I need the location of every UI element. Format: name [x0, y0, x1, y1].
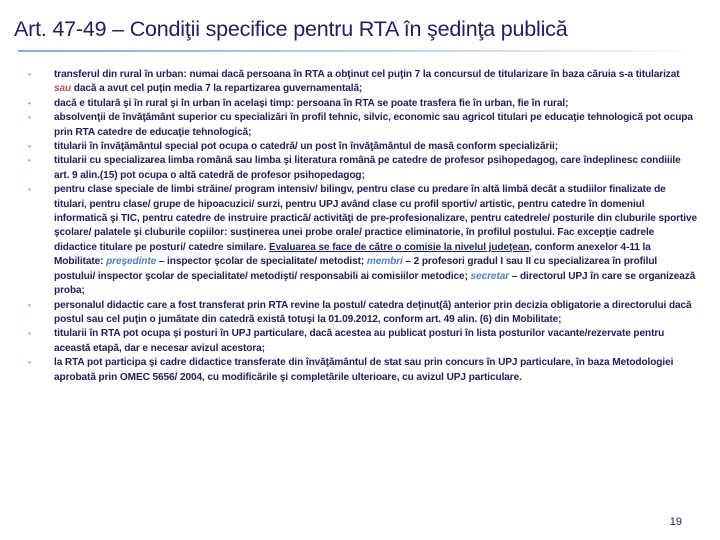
- list-item: • personalul didactic care a fost transferat prin RTA revine la postul/ catedra deţinut(ă) anterior prin decizia obligatorie a directorului dacă postul sau cel puţin o jumătate din catedră există totuşi la 01.09.2012, conform art. 49 alin. (6) din Mobilitate;: [28, 299, 692, 325]
- list-item: • pentru clase speciale de limbi străine/ program intensiv/ bilingv, pentru clase cu predare în altă limbă decât a studiilor finalizate de titulari, pentru clase/ grupe de hipoacuzici/ surzi, pentru UPJ având clase cu profil sportiv/ artistic, pentru catedre în domeniul informatică şi TIC, pentru catedre de instruire practică/ activităţi de pre-profesionalizare, pentru catedrele/ posturile din cluburile sportive şcolare/ palatele şi cluburile copiilor: susţinerea unei probe orale/ practice eliminatorie, în profilul postului. Fac excepţie cadrele didactice titulare pe posturi/ catedre similare. Evaluarea se face de către o comisie la nivelul judeţean, conform anexelor 4-11 la Mobilitate: preşedinte – inspector şcolar de specialitate/ metodist; membri – 2 profesori gradul I sau II cu specializarea în profilul postului/ inspector şcolar de specialitate/ metodişti/ responsabili ai comisiilor metodice; secretar – directorul UPJ în care se organizează proba;: [28, 184, 697, 297]
- bullet-list: [28, 68, 698, 385]
- bullet-icon: •: [28, 113, 31, 123]
- bullet-icon: •: [28, 142, 31, 152]
- page-number: 19: [669, 516, 682, 528]
- bullet-icon: •: [28, 300, 31, 310]
- list-item: • titularii în RTA pot ocupa şi posturi în UPJ particulare, dacă acestea au publicat posturi în lista posturilor vacante/rezervate pentru această etapă, dar e necesar avizul acestora;: [28, 328, 665, 354]
- list-item: • titularii în învăţământul special pot ocupa o catedră/ un post în învăţământul de masă conform specializării;: [28, 140, 698, 154]
- bullet-icon: •: [28, 329, 31, 339]
- list-item: • titularii cu specializarea limba română sau limba şi literatura română pe catedre de profesor psihopedagog, care îndeplinesc condiiile art. 9 alin.(15) pot ocupa o altă catedră de profesor psihopedagog;: [28, 155, 681, 181]
- list-item: • transferul din rural în urban: numai dacă persoana în RTA a obţinut cel puţin 7 la concursul de titularizare în baza căruia s-a titularizat sau dacă a avut cel puţin media 7 la repartizarea guvernamentală;: [28, 69, 680, 95]
- list-item: • absolvenţii de învăţământ superior cu specializări în profil tehnic, silvic, economic sau agricol titulari pe educaţie tehnologică pot ocupa prin RTA catedre de educaţie tehnologică;: [28, 112, 693, 138]
- bullet-icon: •: [28, 358, 31, 368]
- slide-title: Art. 47-49 – Condiţii specifice pentru RTA în şedinţa publică: [14, 17, 568, 41]
- bullet-icon: •: [28, 70, 31, 79]
- title-divider: [18, 50, 706, 52]
- bullet-icon: •: [28, 98, 31, 108]
- list-item: • la RTA pot participa şi cadre didactice transferate din învăţământul de stat sau prin concurs în UPJ particulare, în baza Metodologiei aprobată prin OMEC 5656/ 2004, cu modificările şi completările ulterioare, cu avizul UPJ particulare.: [28, 357, 674, 383]
- list-item: • dacă e titulară şi în rural şi în urban în acelaşi timp: persoana în RTA se poate trasfera fie în urban, fie în rural;: [28, 97, 698, 111]
- bullet-icon: •: [28, 156, 31, 166]
- bullet-icon: •: [28, 185, 31, 195]
